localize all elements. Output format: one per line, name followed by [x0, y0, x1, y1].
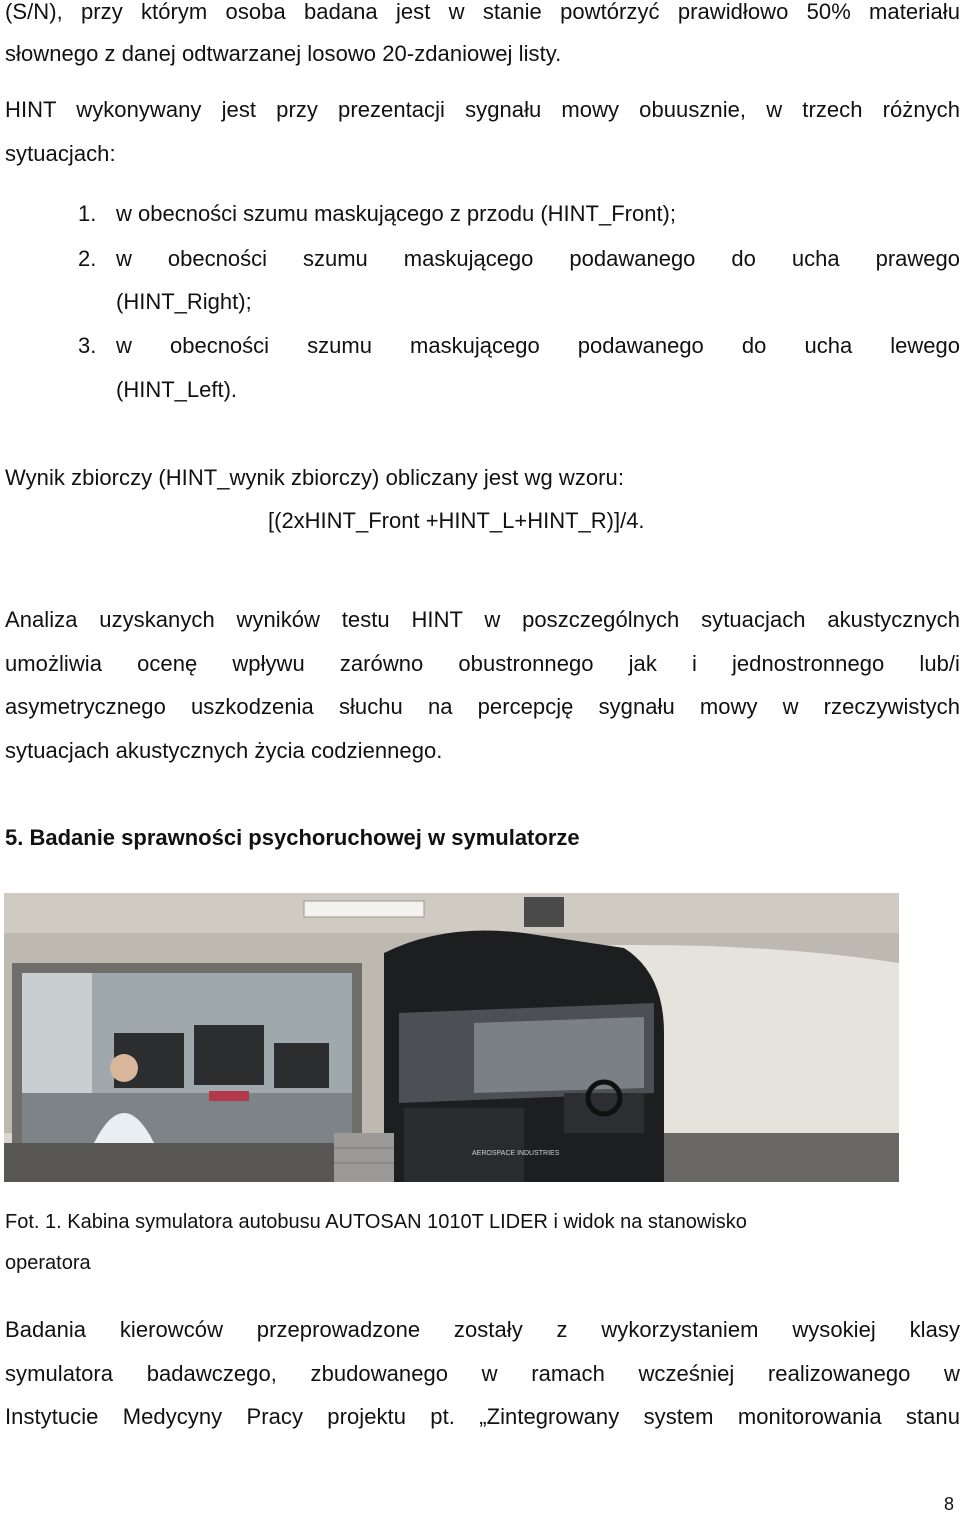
list-item-number: 2. — [78, 246, 97, 271]
paragraph-line: Badania kierowców przeprowadzone zostały z wykorzystaniem wysokiej klasy — [5, 1317, 960, 1342]
list-item-continuation: (HINT_Left). — [116, 377, 238, 402]
simulator-photo — [4, 893, 899, 1182]
formula-expression: [(2xHINT_Front +HINT_L+HINT_R)]/4. — [268, 508, 645, 533]
list-item: w obecności szumu maskującego podawanego do ucha prawego — [116, 246, 960, 271]
paragraph-line: umożliwia ocenę wpływu zarówno obustronnego jak i jednostronnego lub/i — [5, 651, 960, 676]
section-heading: 5. Badanie sprawności psychoruchowej w symulatorze — [5, 825, 580, 850]
list-item: w obecności szumu maskującego z przodu (HINT_Front); — [116, 201, 676, 226]
paragraph-line: symulatora badawczego, zbudowanego w ramach wcześniej realizowanego w — [5, 1361, 960, 1386]
paragraph-line: sytuacjach: — [5, 141, 116, 166]
photo-caption-continuation: operatora — [5, 1252, 91, 1274]
paragraph-line: asymetrycznego uszkodzenia słuchu na percepcję sygnału mowy w rzeczywistych — [5, 694, 960, 719]
paragraph-line: sytuacjach akustycznych życia codziennego. — [5, 738, 443, 763]
paragraph-line: słownego z danej odtwarzanej losowo 20-zdaniowej listy. — [5, 41, 562, 66]
photo-caption: Fot. 1. Kabina symulatora autobusu AUTOSAN 1010T LIDER i widok na stanowisko — [5, 1211, 747, 1233]
paragraph-line: HINT wykonywany jest przy prezentacji sygnału mowy obuusznie, w trzech różnych — [5, 97, 960, 122]
list-item-number: 1. — [78, 201, 97, 226]
list-item: w obecności szumu maskującego podawanego do ucha lewego — [116, 333, 960, 358]
list-item-number: 3. — [78, 333, 97, 358]
list-item-continuation: (HINT_Right); — [116, 289, 252, 314]
paragraph-line: Analiza uzyskanych wyników testu HINT w poszczególnych sytuacjach akustycznych — [5, 607, 960, 632]
formula-intro: Wynik zbiorczy (HINT_wynik zbiorczy) obliczany jest wg wzoru: — [5, 465, 624, 490]
page-number: 8 — [944, 1494, 955, 1514]
paragraph-line: Instytucie Medycyny Pracy projektu pt. „Zintegrowany system monitorowania stanu — [5, 1404, 960, 1429]
paragraph-line: (S/N), przy którym osoba badana jest w stanie powtórzyć prawidłowo 50% materiału — [5, 0, 960, 24]
aerospace-logo-text: AEROSPACE INDUSTRIES — [472, 1150, 560, 1157]
